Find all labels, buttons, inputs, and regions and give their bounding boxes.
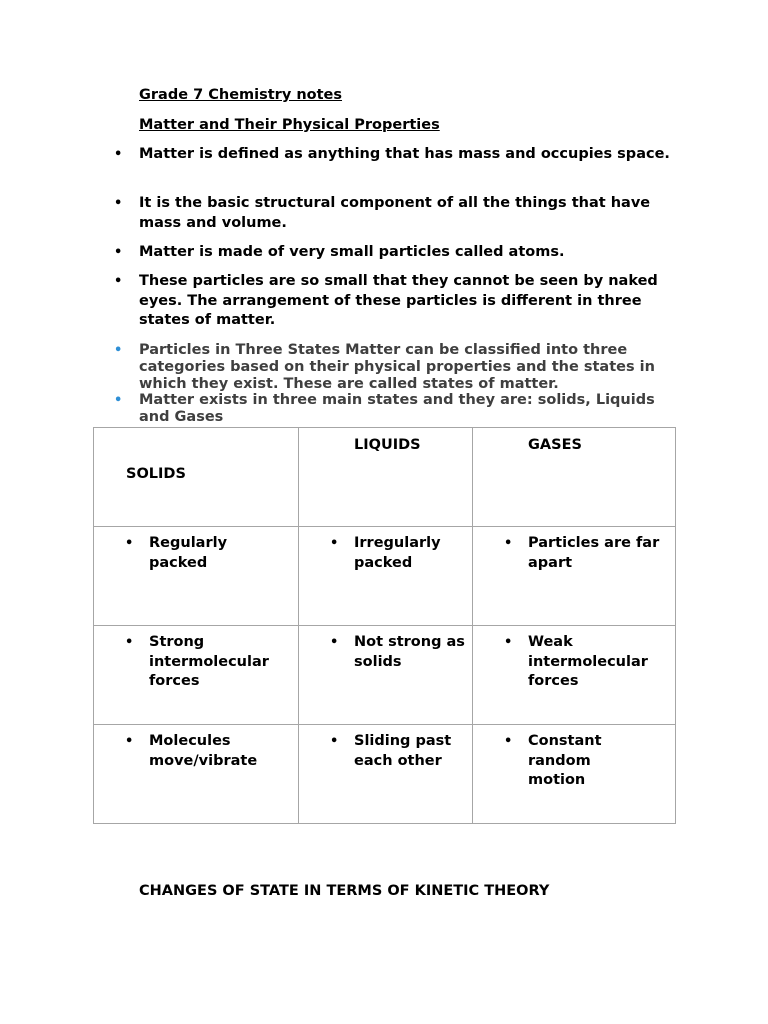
bullet-icon: •	[125, 536, 134, 551]
list-item	[114, 272, 674, 331]
section-heading: Matter and Their Physical Properties	[139, 117, 440, 133]
column-header-solids: SOLIDS	[126, 466, 186, 482]
table-cell	[94, 626, 299, 725]
cell-text: Regularly packed	[149, 535, 228, 571]
document-title: Grade 7 Chemistry notes	[139, 87, 343, 103]
table-cell	[473, 725, 676, 824]
bullet-icon: •	[504, 734, 513, 749]
bullet-icon: •	[114, 343, 123, 358]
list-item	[114, 243, 674, 263]
list-item	[114, 145, 674, 165]
bullet-icon: •	[330, 536, 339, 551]
list-item-text: Matter is made of very small particles called atoms.	[139, 244, 565, 260]
bullet-icon: •	[114, 245, 123, 260]
table-row	[94, 725, 676, 824]
list-item-text: Matter exists in three main states and they are: solids, Liquids and Gases	[139, 392, 655, 425]
cell-text: Particles are far apart	[528, 535, 660, 571]
table-row	[94, 527, 676, 626]
bullet-icon: •	[330, 734, 339, 749]
bullet-icon: •	[114, 274, 123, 289]
bullet-icon: •	[114, 147, 123, 162]
section-heading-kinetic-theory: CHANGES OF STATE IN TERMS OF KINETIC THEORY	[139, 883, 550, 899]
list-item	[114, 392, 674, 426]
list-item	[114, 342, 674, 393]
bullet-icon: •	[504, 635, 513, 650]
bullet-icon: •	[114, 196, 123, 211]
bullet-icon: •	[114, 393, 123, 408]
bullet-icon: •	[504, 536, 513, 551]
table-row	[94, 626, 676, 725]
cell-text: Constant random motion	[528, 733, 602, 788]
list-item-text: These particles are so small that they cannot be seen by naked eyes. The arrangement of these particles is different in three states of matter.	[139, 273, 658, 328]
table-header-row	[94, 428, 676, 527]
table-cell	[473, 527, 676, 626]
cell-text: Molecules move/vibrate	[149, 733, 258, 769]
states-of-matter-table	[93, 427, 676, 824]
column-header-gases: GASES	[528, 437, 582, 453]
list-item-text: It is the basic structural component of all the things that have mass and volume.	[139, 195, 651, 231]
table-cell	[299, 527, 473, 626]
table-header-cell	[473, 428, 676, 527]
cell-text: Weak intermolecular forces	[528, 634, 648, 689]
table-cell	[299, 626, 473, 725]
cell-text: Not strong as solids	[354, 634, 465, 670]
cell-text: Sliding past each other	[354, 733, 452, 769]
bullet-icon: •	[125, 635, 134, 650]
table-header-cell	[299, 428, 473, 527]
list-item	[114, 194, 674, 233]
table-cell	[94, 725, 299, 824]
table-cell	[94, 527, 299, 626]
table-cell	[473, 626, 676, 725]
table-header-cell	[94, 428, 299, 527]
cell-text: Strong intermolecular forces	[149, 634, 269, 689]
list-item-text: Particles in Three States Matter can be classified into three categories based on their physical properties and the states in which they exist. These are called states of matter.	[139, 342, 655, 392]
bullet-icon: •	[330, 635, 339, 650]
column-header-liquids: LIQUIDS	[354, 437, 421, 453]
table-cell	[299, 725, 473, 824]
list-item-text: Matter is defined as anything that has mass and occupies space.	[139, 146, 670, 162]
cell-text: Irregularly packed	[354, 535, 441, 571]
bullet-icon: •	[125, 734, 134, 749]
